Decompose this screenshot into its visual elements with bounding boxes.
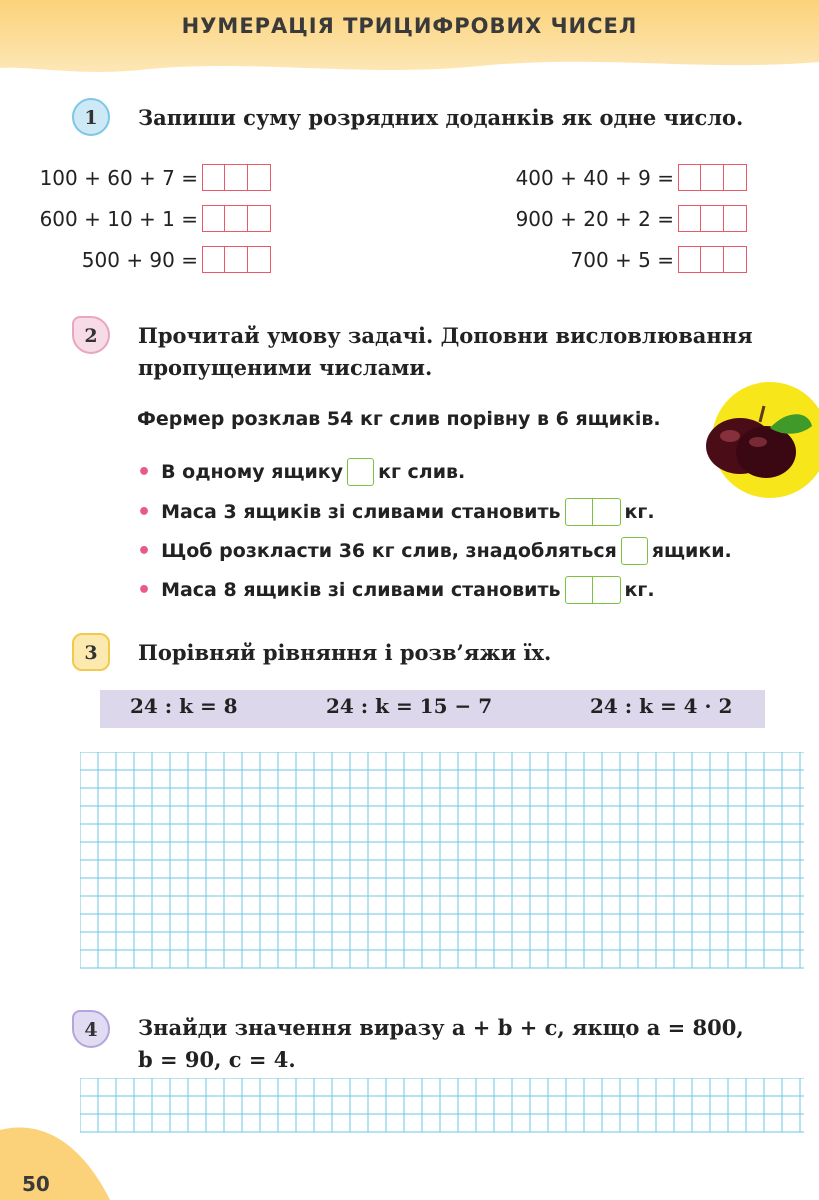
statement-text: Щоб розкласти 36 кг слив, знадобляться — [161, 540, 617, 562]
equation-2: 24 : k = 15 − 7 — [326, 694, 493, 718]
task-4-text-line-2: b = 90, c = 4. — [138, 1047, 296, 1072]
equation-1: 24 : k = 8 — [130, 694, 238, 718]
expression: 900 + 20 + 2 = — [515, 206, 674, 231]
expression: 100 + 60 + 7 = — [39, 165, 198, 190]
statement-text: Маса 3 ящиків зі сливами становить — [161, 501, 561, 523]
equation-3: 24 : k = 4 · 2 — [590, 694, 733, 718]
task-1-expr-left-2 — [40, 205, 271, 232]
answer-boxes[interactable] — [202, 205, 271, 232]
header-band — [0, 0, 819, 80]
expression: 400 + 40 + 9 = — [515, 165, 674, 190]
task-3-badge: 3 — [72, 633, 110, 671]
page-corner-band — [0, 1110, 130, 1200]
statement-text: кг. — [624, 579, 655, 601]
bullet-dot: • — [137, 538, 152, 564]
answer-boxes[interactable] — [678, 205, 747, 232]
task-1-expr-left-1 — [40, 164, 271, 191]
plum-illustration — [700, 380, 819, 500]
page-title: НУМЕРАЦІЯ ТРИЦИФРОВИХ ЧИСЕЛ — [181, 14, 638, 38]
page-number: 50 — [22, 1172, 50, 1196]
task-1-text: Запиши суму розрядних доданків як одне число. — [138, 105, 744, 130]
answer-box[interactable] — [565, 498, 621, 526]
statement-1 — [137, 458, 465, 486]
task-1-expr-right-2 — [516, 205, 747, 232]
task-2-text-line-1: Прочитай умову задачі. Доповни висловлювання — [138, 323, 753, 348]
task-4-text-line-1: Знайди значення виразу a + b + c, якщо a = 800, — [138, 1015, 744, 1040]
answer-boxes[interactable] — [678, 164, 747, 191]
answer-boxes[interactable] — [202, 246, 271, 273]
answer-boxes[interactable] — [678, 246, 747, 273]
task-2-text-line-2: пропущеними числами. — [138, 355, 433, 380]
task-1-expr-right-1 — [516, 164, 747, 191]
answer-box[interactable] — [347, 458, 374, 486]
statement-text: ящики. — [651, 540, 732, 562]
task-4-badge: 4 — [72, 1010, 110, 1048]
task-3-text: Порівняй рівняння і розв’яжи їх. — [138, 640, 552, 665]
statement-2 — [137, 498, 655, 526]
expression: 500 + 90 = — [81, 247, 198, 272]
expression: 700 + 5 = — [570, 247, 674, 272]
answer-boxes[interactable] — [202, 164, 271, 191]
statement-text: кг слив. — [378, 461, 466, 483]
statement-text: В одному ящику — [161, 461, 344, 483]
task-1-expr-right-3 — [571, 246, 748, 273]
statement-3 — [137, 537, 732, 565]
page-header — [0, 0, 819, 80]
task-2-badge: 2 — [72, 316, 110, 354]
expression: 600 + 10 + 1 = — [39, 206, 198, 231]
bullet-dot: • — [137, 577, 152, 603]
bullet-dot: • — [137, 459, 152, 485]
problem-statement: Фермер розклав 54 кг слив порівну в 6 ящиків. — [137, 408, 661, 430]
task-1-expr-left-3 — [82, 246, 271, 273]
statement-4 — [137, 576, 655, 604]
statement-text: Маса 8 ящиків зі сливами становить — [161, 579, 561, 601]
task-1-badge: 1 — [72, 98, 110, 136]
bullet-dot: • — [137, 499, 152, 525]
answer-box[interactable] — [565, 576, 621, 604]
writing-grid-task-4[interactable] — [80, 1078, 805, 1134]
statement-text: кг. — [624, 501, 655, 523]
answer-box[interactable] — [621, 537, 648, 565]
writing-grid-task-3[interactable] — [80, 752, 805, 970]
